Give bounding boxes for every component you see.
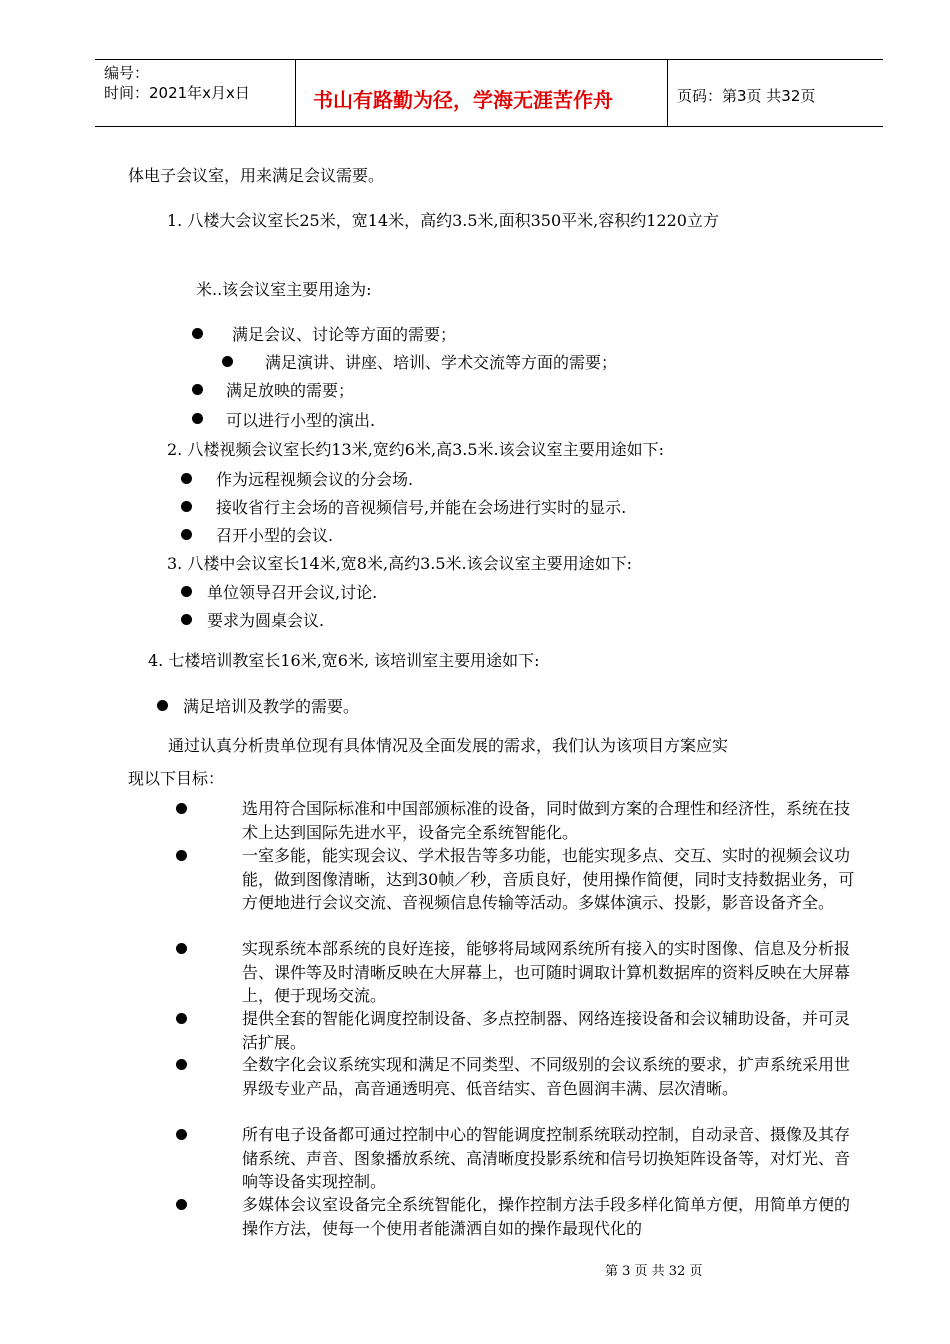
item1-bullet: 满足会议、讨论等方面的需要； bbox=[232, 325, 457, 344]
bullet-dot bbox=[181, 529, 192, 540]
goal-intro-line1: 通过认真分析贵单位现有具体情况及全面发展的需求，我们认为该项目方案应实 bbox=[168, 736, 729, 755]
bullet-dot bbox=[176, 1129, 187, 1140]
item3-line: 3. 八楼中会议室长14米,宽8米,高约3.5米.该会议室主要用途如下: bbox=[167, 554, 632, 573]
bullet-dot bbox=[181, 501, 192, 512]
goal-intro-line2: 现以下目标： bbox=[128, 769, 225, 788]
item3-bullet: 要求为圆桌会议. bbox=[207, 611, 325, 630]
bullet-dot bbox=[222, 356, 233, 367]
bullet-dot bbox=[192, 384, 203, 395]
bullet-dot bbox=[176, 1199, 187, 1210]
header-number-label: 编号： bbox=[104, 64, 150, 82]
bullet-dot bbox=[192, 413, 203, 424]
item1-line1: 1. 八楼大会议室长25米，宽14米，高约3.5米,面积350平米,容积约1220立方 bbox=[167, 211, 719, 230]
bullet-dot bbox=[176, 1013, 187, 1024]
header-page-info: 页码：第3页 共32页 bbox=[677, 87, 816, 105]
bullet-dot bbox=[176, 1059, 187, 1070]
bullet-dot bbox=[176, 850, 187, 861]
bullet-dot bbox=[181, 473, 192, 484]
item2-bullet: 作为远程视频会议的分会场. bbox=[216, 470, 414, 489]
goal-item: 全数字化会议系统实现和满足不同类型、不同级别的会议系统的要求，扩声系统采用世界级专业产品，高音通透明亮、低音结实、音色圆润丰满、层次清晰。 bbox=[242, 1055, 851, 1098]
bullet-dot bbox=[176, 803, 187, 814]
goal-item: 提供全套的智能化调度控制设备、多点控制器、网络连接设备和会议辅助设备，并可灵活扩展。 bbox=[242, 1009, 851, 1052]
header-motto: 书山有路勤为径，学海无涯苦作舟 bbox=[313, 88, 613, 112]
item2-line: 2. 八楼视频会议室长约13米,宽约6米,高3.5米.该会议室主要用途如下: bbox=[167, 440, 664, 459]
goal-item: 一室多能，能实现会议、学术报告等多功能，也能实现多点、交互、实时的视频会议功能，做到图像清晰，达到30帧／秒，音质良好，使用操作简便，同时支持数据业务，可方便地进行会议交流、音视频信息传输等活动。多媒体演示、投影，影音设备齐全。 bbox=[242, 846, 855, 912]
bullet-dot bbox=[176, 943, 187, 954]
item4-bullet: 满足培训及教学的需要。 bbox=[183, 697, 360, 716]
item3-bullet: 单位领导召开会议,讨论. bbox=[207, 583, 378, 602]
goal-item: 所有电子设备都可通过控制中心的智能调度控制系统联动控制，自动录音、摄像及其存储系统、声音、图象播放系统、高清晰度投影系统和信号切换矩阵设备等，对灯光、音响等设备实现控制。 bbox=[242, 1125, 851, 1191]
item1-line2: 米..该会议室主要用途为: bbox=[196, 280, 372, 299]
bullet-dot bbox=[181, 614, 192, 625]
bullet-dot bbox=[157, 700, 168, 711]
header-time-label: 时间：2021年x月x日 bbox=[104, 84, 250, 102]
page-footer: 第 3 页 共 32 页 bbox=[605, 1264, 703, 1279]
item1-bullet: 满足演讲、讲座、培训、学术交流等方面的需要； bbox=[265, 353, 618, 372]
header-divider-left bbox=[295, 59, 296, 127]
item1-bullet: 满足放映的需要； bbox=[226, 381, 355, 400]
header-bottom-rule bbox=[95, 126, 883, 127]
goal-item: 实现系统本部系统的良好连接，能够将局域网系统所有接入的实时图像、信息及分析报告、课件等及时清晰反映在大屏幕上，也可随时调取计算机数据库的资料反映在大屏幕上，便于现场交流。 bbox=[242, 939, 851, 1005]
bullet-dot bbox=[192, 328, 203, 339]
header-top-rule bbox=[95, 59, 883, 60]
item2-bullet: 召开小型的会议. bbox=[216, 526, 334, 545]
item2-bullet: 接收省行主会场的音视频信号,并能在会场进行实时的显示. bbox=[216, 498, 627, 517]
header-divider-right bbox=[667, 59, 668, 127]
goal-item: 选用符合国际标准和中国部颁标准的设备，同时做到方案的合理性和经济性，系统在技术上达到国际先进水平，设备完全系统智能化。 bbox=[242, 799, 851, 842]
bullet-dot bbox=[181, 586, 192, 597]
item1-bullet: 可以进行小型的演出. bbox=[226, 411, 376, 430]
goal-item: 多媒体会议室设备完全系统智能化，操作控制方法手段多样化简单方便，用简单方便的操作方法，使每一个使用者能潇洒自如的操作最现代化的 bbox=[242, 1195, 851, 1238]
intro-text: 体电子会议室，用来满足会议需要。 bbox=[128, 166, 385, 185]
item4-line: 4. 七楼培训教室长16米,宽6米, 该培训室主要用途如下: bbox=[148, 651, 540, 670]
